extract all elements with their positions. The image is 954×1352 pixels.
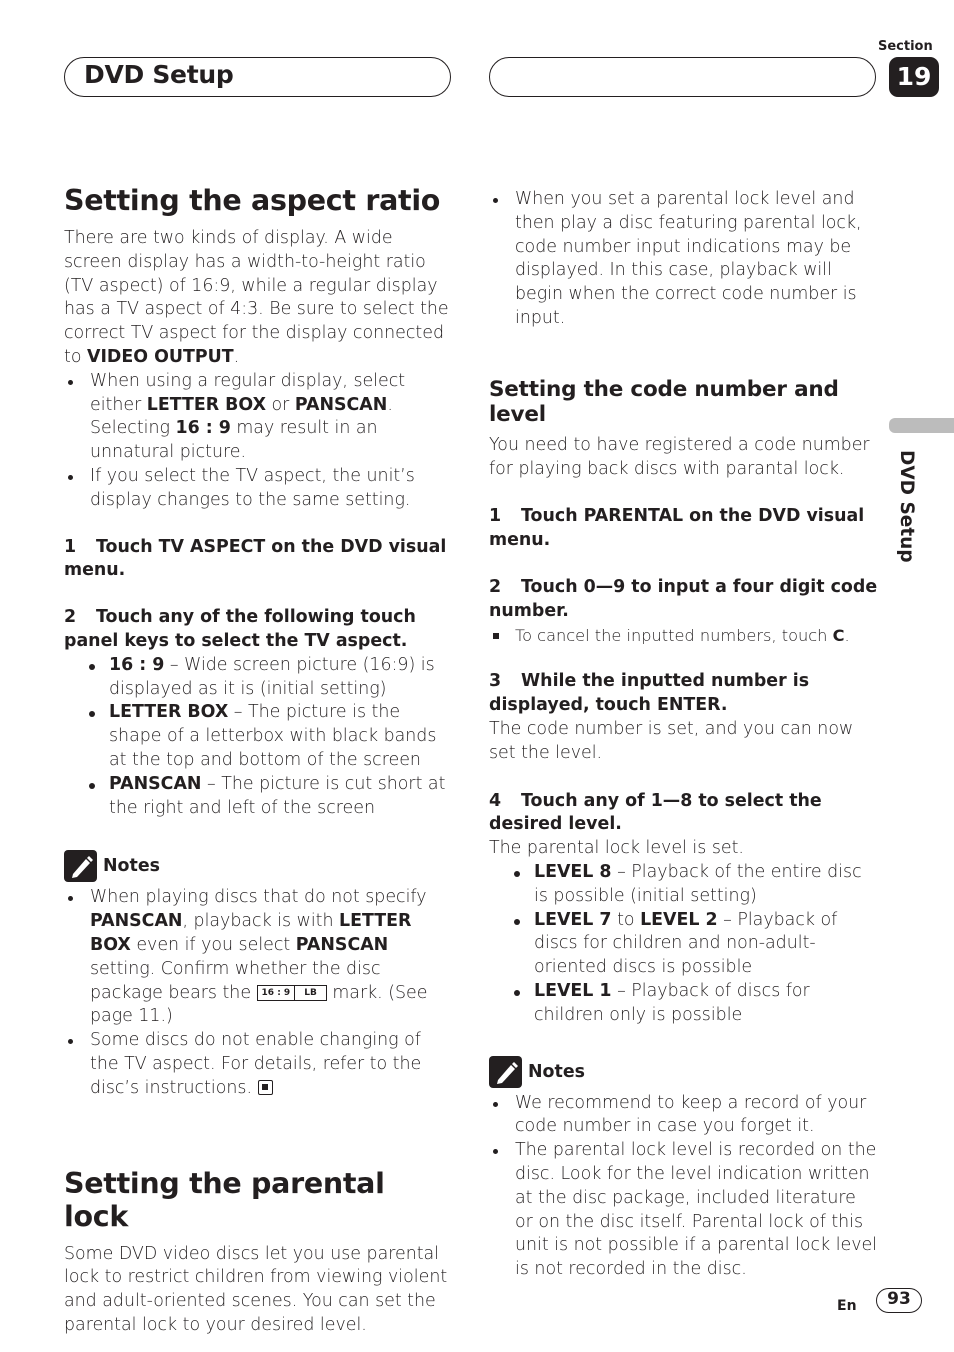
- parental-bullets: [489, 188, 879, 331]
- option-level-7-to-2: LEVEL 7 to LEVEL 2 – Playback of discs for children and non-adult-oriented discs is possible: [489, 909, 879, 980]
- option-16-9: 16 : 9 – Wide screen picture (16:9) is displayed as it is (initial setting): [64, 654, 454, 702]
- aspect-title: Setting the aspect ratio: [64, 184, 441, 217]
- level-options: [489, 861, 879, 1028]
- notes-pencil-icon: [489, 1056, 522, 1088]
- option-level-8: LEVEL 8 – Playback of the entire disc is possible (initial setting): [489, 861, 879, 909]
- aspect-intro: There are two kinds of display. A wide screen display has a width-to-height ratio (TV aspect) of 16:9, while a regular display has a TV aspect of 4:3. Be sure to select the correct TV aspect for the display connected to VIDEO OUTPUT.: [64, 228, 449, 367]
- aspect-bullets: [64, 370, 454, 513]
- code-step-3-result: The code number is set, and you can now set the level.: [489, 718, 854, 763]
- aspect-options: [64, 654, 454, 821]
- parental-title: Setting the parental lock: [64, 1166, 385, 1233]
- parental-intro: Some DVD video discs let you use parental lock to restrict children from viewing violent and adult-oriented scenes. You can set the parental lock to your desired level.: [64, 1243, 448, 1335]
- page-number: 93: [876, 1288, 922, 1313]
- code-cancel-note: To cancel the inputted numbers, touch C.: [489, 624, 879, 648]
- option-letter-box: LETTER BOX – The picture is the shape of a letterbox with black bands at the top and bottom of the screen: [64, 701, 454, 772]
- aspect-mark-icon: 16 : 9 LB: [257, 985, 327, 1001]
- code-intro: You need to have registered a code number for playing back discs with parantal lock.: [489, 434, 870, 479]
- code-step-4: 4 Touch any of 1—8 to select the desired level.: [489, 790, 822, 835]
- header-blank-box: [489, 57, 876, 97]
- aspect-notes: [64, 886, 454, 1100]
- section-label: Section: [878, 39, 933, 54]
- code-title: Setting the code number and level: [489, 376, 839, 427]
- notes-pencil-icon: [64, 850, 97, 882]
- aspect-notes-header: Notes: [64, 850, 454, 882]
- right-column: [489, 188, 879, 1282]
- aspect-step-1: 1 Touch TV ASPECT on the DVD visual menu.: [64, 536, 447, 581]
- aspect-step-2: 2 Touch any of the following touch panel keys to select the TV aspect.: [64, 607, 416, 651]
- left-column: [64, 184, 454, 1338]
- end-mark-icon: [258, 1080, 273, 1095]
- code-step-3: 3 While the inputted number is displayed, touch ENTER.: [489, 671, 810, 716]
- section-number: 19: [889, 57, 939, 97]
- list-item: When you set a parental lock level and then play a disc featuring parental lock, code number input indications may be displayed. In this case, playback will begin when the correct code number is input.: [489, 188, 879, 331]
- list-item: If you select the TV aspect, the unit’s display changes to the same setting.: [64, 465, 454, 513]
- side-tab-marker: [889, 418, 954, 433]
- list-item: The parental lock level is recorded on the disc. Look for the level indication written at the disc package, included literature or on the disc itself. Parental lock of this unit is not possible if a parental lock level is not recorded in the disc.: [489, 1139, 879, 1282]
- language-label: En: [837, 1298, 857, 1314]
- list-item: Some discs do not enable changing of the TV aspect. For details, refer to the disc’s instructions.: [64, 1029, 454, 1100]
- side-tab-label: DVD Setup: [896, 450, 917, 563]
- code-step-2: 2 Touch 0—9 to input a four digit code number.: [489, 576, 878, 621]
- list-item: When using a regular display, select either LETTER BOX or PANSCAN. Selecting 16 : 9 may result in an unnatural picture.: [64, 370, 454, 465]
- code-step-1: 1 Touch PARENTAL on the DVD visual menu.: [489, 506, 865, 551]
- header-title: DVD Setup: [84, 60, 234, 89]
- option-panscan: PANSCAN – The picture is cut short at the right and left of the screen: [64, 773, 454, 821]
- option-level-1: LEVEL 1 – Playback of discs for children only is possible: [489, 980, 879, 1028]
- list-item: When playing discs that do not specify PANSCAN, playback is with LETTER BOX even if you select PANSCAN setting. Confirm whether the disc package bears the 16 : 9 LB mark. (See page 11.): [64, 886, 454, 1029]
- code-step-4-result: The parental lock level is set.: [489, 838, 744, 859]
- code-notes: [489, 1092, 879, 1282]
- code-notes-header: Notes: [489, 1056, 879, 1088]
- list-item: We recommend to keep a record of your code number in case you forget it.: [489, 1092, 879, 1140]
